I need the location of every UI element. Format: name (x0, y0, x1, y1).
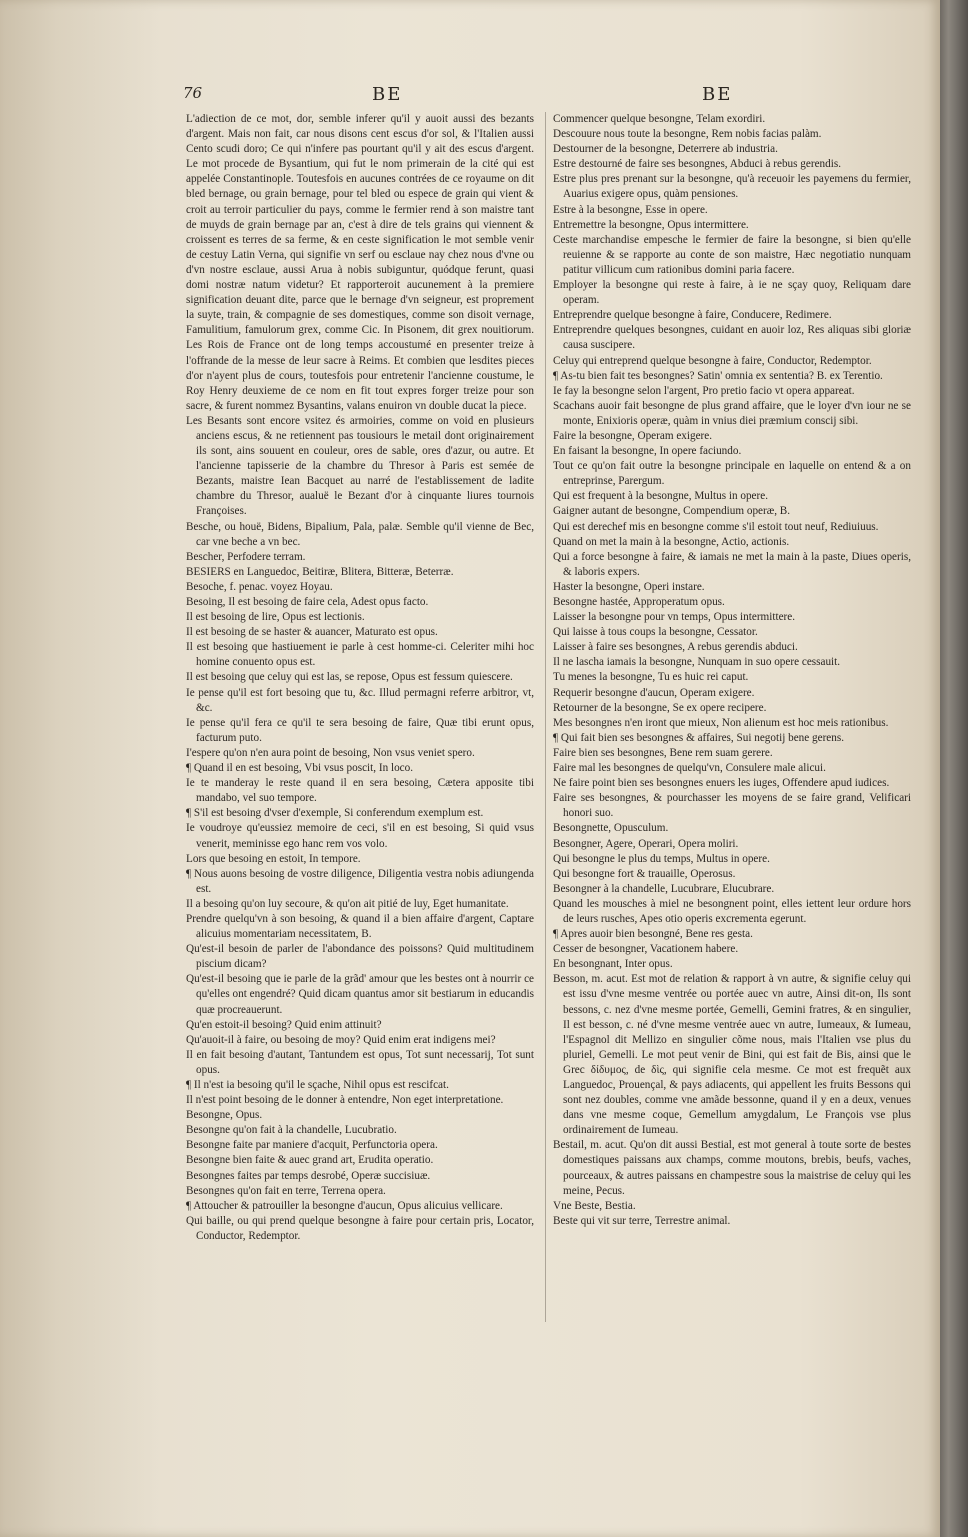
dictionary-entry: Ne faire point bien ses besongnes enuers les iuges, Offendere apud iudices. (553, 777, 890, 790)
dictionary-entry: BESIERS en Languedoc, Beitiræ, Blitera, Bitteræ, Beterræ. (186, 565, 454, 578)
dictionary-entry: Besongnette, Opusculum. (553, 822, 669, 835)
dictionary-entry: Ie te manderay le reste quand il en sera besoing, Cætera apposite tibi mandabo, vel suo tempore. (186, 777, 534, 805)
right-column (553, 112, 911, 1229)
paper-stain (0, 0, 160, 1537)
dictionary-entry: Il ne lascha iamais la besongne, Nunquam in suo opere cessauit. (553, 656, 841, 669)
dictionary-entry: Entremettre la besongne, Opus intermittere. (553, 218, 749, 231)
dictionary-entry: Quand les mousches à miel ne besongnent point, elles iettent leur ordure hors de leurs rusches, Apes otio operis excrementa egerunt. (553, 897, 911, 925)
dictionary-entry: Qu'est-il besoing que ie parle de la grãd' amour que les bestes ont à nourrir ce qu'elles ont engendré? Quid dicam quantus amor sit bestiarum in educandis quæ procreauerunt. (186, 973, 534, 1016)
dictionary-entry: Employer la besongne qui reste à faire, à ie ne sçay quoy, Reliquam dare operam. (553, 279, 911, 307)
dictionary-entry: Besson, m. acut. Est mot de relation & rapport à vn autre, & signifie celuy qui est issu d'vne mesme ventrée ou portée auec vn autre, Ainsi dit-on, Ils sont bessons, c. nez d'vne mesme portée, Gemelli, Gemini fratres, & en singulier, Il est besson, c. né d'vne mesme ventrée auec vn autre, Iumeaux, & Iumeau, l'Espagnol dit Mellizo en singulier cõme nous, mais l'Italien vse plus du pluriel, Gemelli. Le mot peut venir de Bini, qui est fait de Bis, ainsi que le Grec δίδυμος, de δὶς, qui signifie cela mesme. Ce mot est frequẽt aux Languedoc, Prouençal, & pays adiacents, qui appellent les fruits Bessons qui sont nez doubles, comme vne amãde bessonne, quand il y en a deux, venues dans vne mesme coque, Gemellum amygdalum, Le François vse plus ordinairement de Iumeau. (553, 973, 911, 1137)
dictionary-entry: Besongnes faites par temps desrobé, Operæ succisiuæ. (186, 1169, 431, 1182)
dictionary-entry: Il n'est point besoing de le donner à entendre, Non eget interpretatione. (186, 1094, 504, 1107)
dictionary-entry: Retourner de la besongne, Se ex opere recipere. (553, 701, 767, 714)
dictionary-entry: Qu'en estoit-il besoing? Quid enim attinuit? (186, 1018, 382, 1031)
dictionary-entry: Faire la besongne, Operam exigere. (553, 429, 713, 442)
dictionary-entry: Besongne qu'on fait à la chandelle, Lucubratio. (186, 1124, 397, 1137)
dictionary-entry: Besongne faite par maniere d'acquit, Perfunctoria opera. (186, 1139, 438, 1152)
dictionary-entry: L'adiection de ce mot, dor, semble inferer qu'il y auoit aussi des bezants d'argent. Mais non fait, car nous disons cent escus d'or sol, & l'Italien aussi Cento scudi doro; Ce qui n'infere pas pourtant qu'il y ait des escus d'argent. Le mot procede de Bysantium, qui fut le nom primerain de la cité qui est appelée Constantinople. Toutesfois en aucunes contrées de ce royaume on dit bled bernage, ou grain bernage, pour tel bled ou espece de grain qui vient & croit au terroir particulier du pays, comme le fermier rend à son maistre tant de muyds de grain bernage par an, c'est à dire de tels grains qui viennent & croissent es terres de sa ferme, & en ceste signification le mot semble venir de cestuy Latin Verna, qui signifie vn serf ou esclaue nay chez nous d'vne ou d'vn nostre esclaue, aussi Arua à nobis subiguntur, quódque ferunt, quasi domi nostræ natum videtur? Et rapporteroit aucunement à la premiere signification deuant dite, parce que le bernage d'vn seigneur, est proprement la suyte, train, & compagnie de ses domestiques, comme son disoit vernage, Famulitium, famulorum grex, comme Cic. In Pisonem, dit grex nouitiorum. Les Rois de France ont de long temps accoustumé en presenter treize à l'offrande de la messe de leur sacre à Reims. Et combien que lesdites pieces d'or n'ayent plus de cours, toutesfois pour entretenir l'ancienne coustume, le Roy Henry deuxieme de ce nom en fit tout expres forger treize pour son sacre, & furent nommez Bysantins, valans enuiron vn double ducat la piece. (186, 113, 534, 412)
dictionary-entry: Lors que besoing en estoit, In tempore. (186, 852, 361, 865)
dictionary-entry: Ie pense qu'il fera ce qu'il te sera besoing de faire, Quæ tibi erunt opus, facturum puto. (186, 716, 534, 744)
dictionary-entry: Il est besoing que celuy qui est las, se repose, Opus est fessum quiescere. (186, 671, 513, 684)
dictionary-entry: Quand on met la main à la besongne, Actio, actionis. (553, 535, 790, 548)
dictionary-entry: ¶ Il n'est ia besoing qu'il le sçache, Nihil opus est rescifcat. (186, 1079, 449, 1091)
dictionary-entry: Il est besoing de se haster & auancer, Maturato est opus. (186, 626, 438, 639)
dictionary-entry: Mes besongnes n'en iront que mieux, Non alienum est hoc meis rationibus. (553, 716, 889, 729)
dictionary-entry: Ie fay la besongne selon l'argent, Pro pretio facio vt opera appareat. (553, 384, 855, 397)
dictionary-entry: Besche, ou houë, Bidens, Bipalium, Pala, palæ. Semble qu'il vienne de Bec, car vne beche a vn bec. (186, 520, 534, 548)
dictionary-entry: Laisser à faire ses besongnes, A rebus gerendis abduci. (553, 641, 798, 654)
dictionary-entry: Besongnes qu'on fait en terre, Terrena opera. (186, 1184, 386, 1197)
dictionary-entry: ¶ Apres auoir bien besongné, Bene res gesta. (553, 928, 753, 941)
dictionary-entry: Besongne bien faite & auec grand art, Erudita operatio. (186, 1154, 434, 1167)
dictionary-entry: Qui est frequent à la besongne, Multus in opere. (553, 490, 768, 503)
dictionary-entry: Descouure nous toute la besongne, Rem nobis facias palàm. (553, 128, 822, 141)
dictionary-entry: Requerir besongne d'aucun, Operam exigere. (553, 686, 755, 699)
dictionary-entry: Besongne hastée, Approperatum opus. (553, 596, 725, 608)
dictionary-entry: Estre à la besongne, Esse in opere. (553, 203, 708, 216)
dictionary-entry: Cesser de besongner, Vacationem habere. (553, 943, 739, 956)
dictionary-entry: Prendre quelqu'vn à son besoing, & quand il a bien affaire d'argent, Captare alicuius momentariam necessitatem, B. (186, 912, 534, 941)
dictionary-entry: Tu menes la besongne, Tu es huic rei caput. (553, 671, 749, 684)
dictionary-entry: Il en fait besoing d'autant, Tantundem est opus, Tot sunt necessarij, Tot sunt opus. (186, 1048, 534, 1076)
dictionary-entry: Vne Beste, Bestia. (553, 1199, 636, 1212)
dictionary-entry: Destourner de la besongne, Deterrere ab industria. (553, 143, 778, 156)
left-column (186, 112, 534, 1244)
dictionary-entry: Qui laisse à tous coups la besongne, Cessator. (553, 626, 758, 639)
page-number: 76 (183, 84, 203, 102)
dictionary-entry: Qui besongne le plus du temps, Multus in opere. (553, 852, 770, 865)
dictionary-entry: Qui a force besongne à faire, & iamais ne met la main à la paste, Diues operis, & laboris expers. (553, 550, 911, 578)
dictionary-entry: ¶ Quand il en est besoing, Vbi vsus poscit, In loco. (186, 762, 414, 775)
dictionary-entry: Il est besoing que hastiuement ie parle à cest homme-ci. Celeriter mihi hoc homine conuento opus est. (186, 641, 534, 669)
dictionary-entry: ¶ As-tu bien fait tes besongnes? Satin' omnia ex sententia? B. ex Terentio. (553, 369, 883, 382)
dictionary-entry: Il est besoing de lire, Opus est lectionis. (186, 611, 365, 624)
dictionary-entry: Tout ce qu'on fait outre la besongne principale en laquelle on entend & a on entreprinse, Parergum. (553, 460, 911, 488)
dictionary-entry: En besongnant, Inter opus. (553, 958, 673, 971)
dictionary-entry: Celuy qui entreprend quelque besongne à faire, Conductor, Redemptor. (553, 354, 872, 367)
dictionary-entry: Besongner à la chandelle, Lucubrare, Elucubrare. (553, 882, 775, 895)
dictionary-entry: Qu'est-il besoin de parler de l'abondance des poissons? Quid multitudinem piscium dicam? (186, 943, 534, 971)
dictionary-entry: Qui baille, ou qui prend quelque besongne à faire pour certain pris, Locator, Conductor, Redemptor. (186, 1214, 534, 1242)
dictionary-entry: Laisser la besongne pour vn temps, Opus intermittere. (553, 611, 796, 624)
dictionary-entry: ¶ Nous auons besoing de vostre diligence, Diligentia vestra nobis adiungenda est. (186, 867, 534, 895)
dictionary-entry: Les Besants sont encore vsitez és armoiries, comme on void en plusieurs anciens escus, & ne retiennent pas tousiours le metail dont originairement ils sont, ains souuent en couleur, ores de sable, ores d'azur, ou autre. Et l'ancienne tapisserie de la chambre du Thresor à Paris est semée de Bezants, maistre Iean Bacquet au narré de l'establissement de ladite chambre du Thresor, aualuë le Bezant d'or à cinquante liures tournois Françoises. (186, 414, 534, 518)
running-head-right: BE (702, 84, 733, 105)
dictionary-entry: Faire mal les besongnes de quelqu'vn, Consulere male alicui. (553, 762, 826, 775)
dictionary-entry: ¶ Qui fait bien ses besongnes & affaires, Sui negotij bene gerens. (553, 731, 845, 744)
running-head-left: BE (372, 84, 403, 105)
dictionary-entry: Scachans auoir fait besongne de plus grand affaire, que le loyer d'vn iour ne se monte, Enixioris operæ, quàm in vnius diei præmium conscij sibi. (553, 399, 911, 427)
dictionary-entry: Bestail, m. acut. Qu'on dit aussi Bestial, est mot general à toute sorte de bestes domestiques paissans aux champs, comme moutons, brebis, beufs, vaches, pourceaux, & autres paissans en champestre sous la maistrise de celuy qui les meine, Pecus. (553, 1139, 911, 1197)
dictionary-entry: Besongner, Agere, Operari, Opera moliri. (553, 837, 739, 850)
dictionary-entry: Gaigner autant de besongne, Compendium operæ, B. (553, 505, 791, 518)
dictionary-entry: ¶ S'il est besoing d'vser d'exemple, Si conferendum exemplum est. (186, 807, 484, 820)
dictionary-entry: Ie voudroye qu'eussiez memoire de ceci, s'il en est besoing, Si quid vsus venerit, meminisse ego hanc rem vos volo. (186, 822, 534, 850)
dictionary-entry: Qu'auoit-il à faire, ou besoing de moy? Quid enim erat indigens mei? (186, 1033, 496, 1046)
dictionary-entry: Entreprendre quelque besongne à faire, Conducere, Redimere. (553, 309, 832, 322)
column-divider (545, 112, 546, 1322)
dictionary-entry: ¶ Attoucher & patrouiller la besongne d'aucun, Opus alicuius vellicare. (186, 1199, 503, 1212)
dictionary-entry: Besoing, Il est besoing de faire cela, Adest opus facto. (186, 596, 429, 608)
dictionary-entry: Faire ses besongnes, & pourchasser les moyens de se faire grand, Velificari honori suo. (553, 792, 911, 820)
dictionary-entry: En faisant la besongne, In opere faciundo. (553, 445, 742, 458)
dictionary-entry: I'espere qu'on n'en aura point de besoing, Non vsus veniet spero. (186, 746, 475, 759)
dictionary-entry: Faire bien ses besongnes, Bene rem suam gerere. (553, 746, 773, 759)
dictionary-entry: Qui besongne fort & trauaille, Operosus. (553, 867, 736, 880)
dictionary-entry: Qui est derechef mis en besongne comme s'il estoit tout neuf, Rediuiuus. (553, 520, 879, 533)
dictionary-entry: Haster la besongne, Operi instare. (553, 580, 705, 593)
dictionary-entry: Bescher, Perfodere terram. (186, 550, 306, 563)
dictionary-entry: Estre destourné de faire ses besongnes, Abduci à rebus gerendis. (553, 158, 841, 171)
book-edge (940, 0, 968, 1537)
dictionary-entry: Entreprendre quelques besongnes, cuidant en auoir loz, Res aliquas sibi gloriæ causa suscipere. (553, 324, 911, 352)
dictionary-entry: Ceste marchandise empesche le fermier de faire la besongne, si bien qu'elle reuienne & se rapporte au conte de son maistre, Hæc negotiatio nunquam patitur villicum cum rationibus domini paria facere. (553, 233, 911, 276)
dictionary-entry: Il a besoing qu'on luy secoure, & qu'on ait pitié de luy, Eget humanitate. (186, 897, 509, 910)
dictionary-entry: Commencer quelque besongne, Telam exordiri. (553, 113, 766, 125)
dictionary-entry: Besoche, f. penac. voyez Hoyau. (186, 580, 333, 593)
dictionary-entry: Ie pense qu'il est fort besoing que tu, &c. Illud permagni referre arbitror, vt, &c. (186, 686, 534, 714)
dictionary-entry: Estre plus pres prenant sur la besongne, qu'à receuoir les payemens du fermier, Auarius exigere opus, quàm pensiones. (553, 173, 911, 201)
dictionary-entry: Beste qui vit sur terre, Terrestre animal. (553, 1214, 731, 1227)
dictionary-entry: Besongne, Opus. (186, 1109, 263, 1122)
